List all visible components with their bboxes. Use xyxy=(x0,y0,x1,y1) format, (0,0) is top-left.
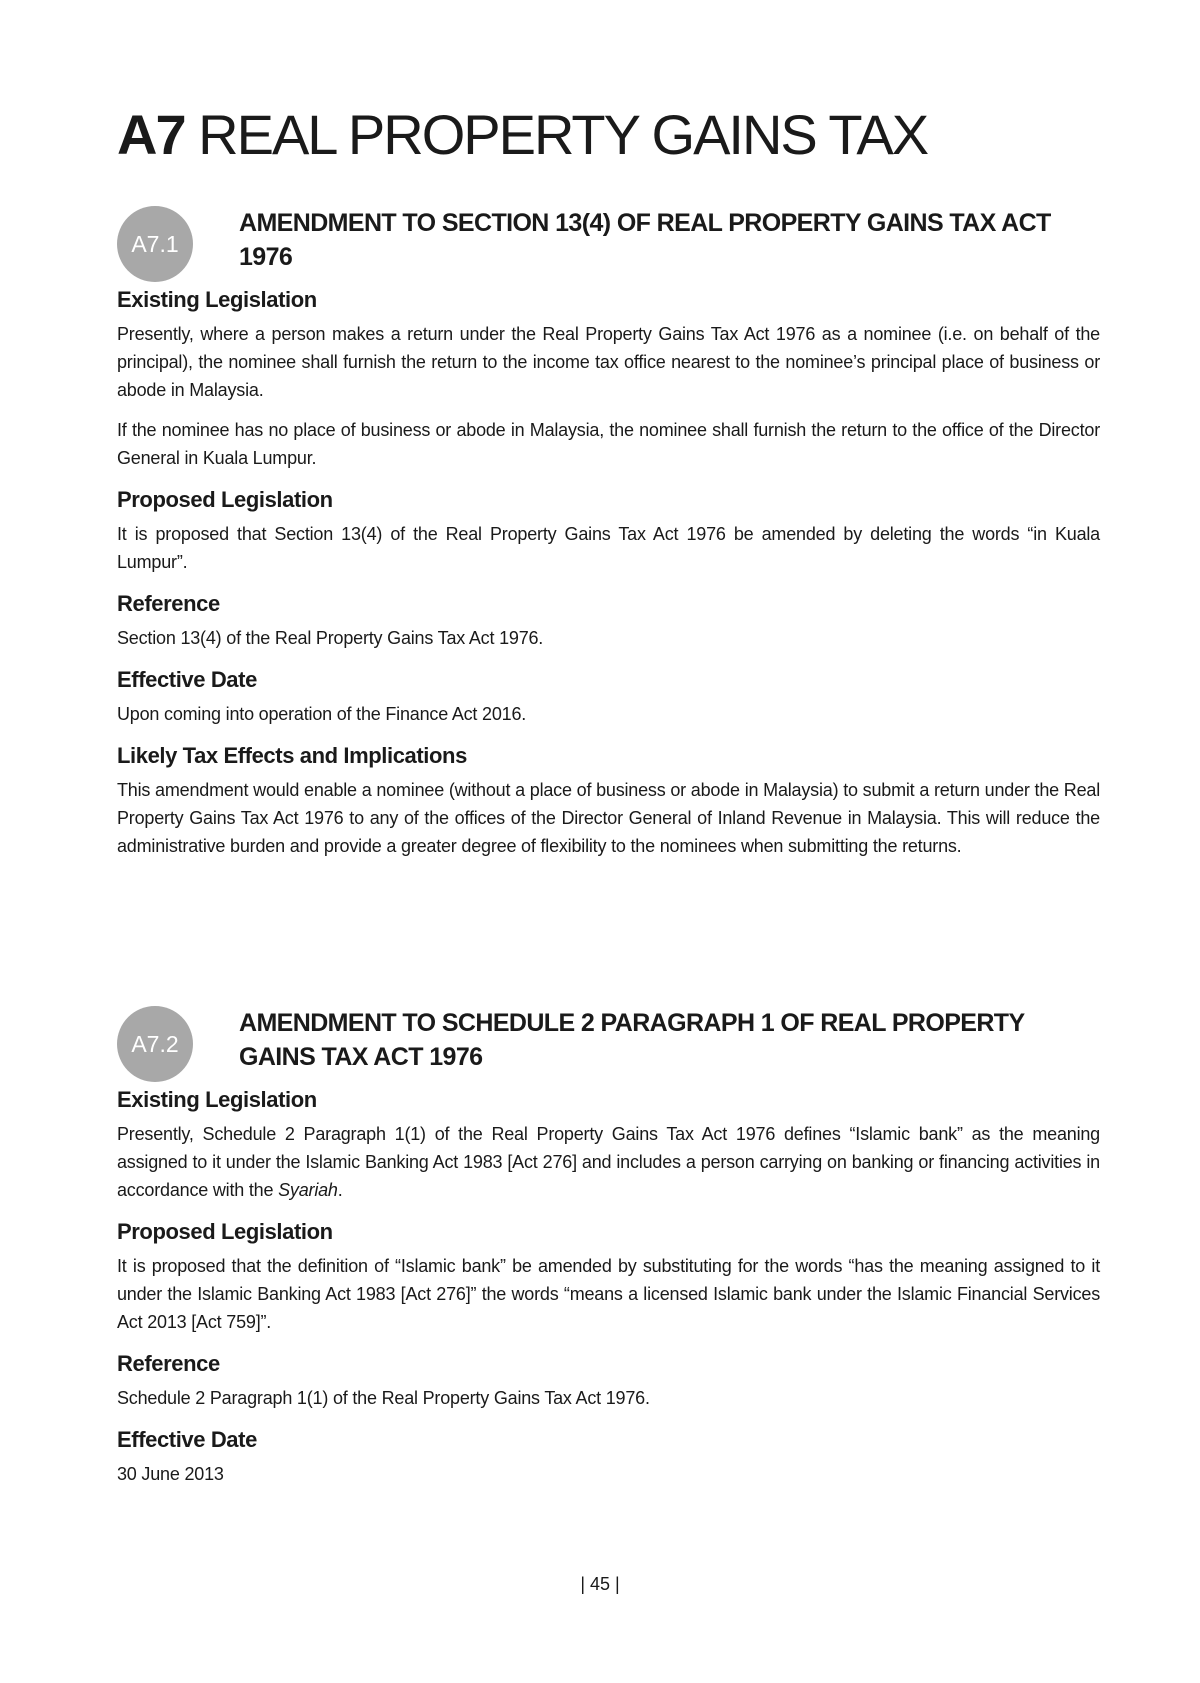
reference-heading: Reference xyxy=(117,1351,220,1376)
section-badge: A7.1 xyxy=(117,206,193,282)
reference-paragraph: Section 13(4) of the Real Property Gains Tax Act 1976. xyxy=(117,628,544,648)
proposed-legislation-heading: Proposed Legislation xyxy=(117,487,333,512)
reference-paragraph: Schedule 2 Paragraph 1(1) of the Real Property Gains Tax Act 1976. xyxy=(117,1388,650,1408)
existing-legislation-paragraph: If the nominee has no place of business or abode in Malaysia, the nominee shall furnish the return to the office of the Director General in Kuala Lumpur. xyxy=(117,420,1100,468)
section-badge: A7.2 xyxy=(117,1006,193,1082)
section-title: AMENDMENT TO SCHEDULE 2 PARAGRAPH 1 OF REAL PROPERTY GAINS TAX ACT 1976 xyxy=(239,1009,1025,1071)
section-a7-2 xyxy=(117,1006,1100,1500)
chapter-code: A7 xyxy=(117,103,185,166)
proposed-legislation-heading: Proposed Legislation xyxy=(117,1219,333,1244)
effective-date-paragraph: 30 June 2013 xyxy=(117,1464,224,1484)
existing-legislation-heading: Existing Legislation xyxy=(117,287,317,312)
existing-legislation-paragraph: Presently, where a person makes a return under the Real Property Gains Tax Act 1976 as a nominee (i.e. on behalf of the principal), the nominee shall furnish the return to the income tax office nearest to the nominee’s principal place of business or abode in Malaysia. xyxy=(117,324,1100,400)
section-a7-1 xyxy=(117,206,1100,872)
existing-text-end: . xyxy=(337,1180,343,1200)
chapter-title xyxy=(117,100,927,170)
section-title: AMENDMENT TO SECTION 13(4) OF REAL PROPERTY GAINS TAX ACT 1976 xyxy=(239,209,1051,271)
syariah-term: Syariah xyxy=(278,1180,338,1200)
effective-date-heading: Effective Date xyxy=(117,1427,257,1452)
existing-legislation-heading: Existing Legislation xyxy=(117,1087,317,1112)
existing-text: Presently, Schedule 2 Paragraph 1(1) of the Real Property Gains Tax Act 1976 defines “Islamic bank” as the meaning assigned to it under the Islamic Banking Act 1983 [Act 276] and includes a person carrying on banking or financing activities in accordance with the xyxy=(117,1124,1100,1200)
effective-date-heading: Effective Date xyxy=(117,667,257,692)
section-header xyxy=(117,1006,1100,1086)
proposed-legislation-paragraph: It is proposed that Section 13(4) of the Real Property Gains Tax Act 1976 be amended by deleting the words “in Kuala Lumpur”. xyxy=(117,524,1100,572)
tax-effects-paragraph: This amendment would enable a nominee (without a place of business or abode in Malaysia) to submit a return under the Real Property Gains Tax Act 1976 to any of the offices of the Director General of Inland Revenue in Malaysia. This will reduce the administrative burden and provide a greater degree of flexibility to the nominees when submitting the returns. xyxy=(117,780,1100,856)
proposed-legislation-paragraph: It is proposed that the definition of “Islamic bank” be amended by substituting for the words “has the meaning assigned to it under the Islamic Banking Act 1983 [Act 276]” the words “means a licensed Islamic bank under the Islamic Financial Services Act 2013 [Act 759]”. xyxy=(117,1256,1100,1332)
section-header xyxy=(117,206,1100,286)
effective-date-paragraph: Upon coming into operation of the Finance Act 2016. xyxy=(117,704,527,724)
page-number: | 45 | xyxy=(580,1574,620,1594)
chapter-name: REAL PROPERTY GAINS TAX xyxy=(198,103,928,166)
reference-heading: Reference xyxy=(117,591,220,616)
tax-effects-heading: Likely Tax Effects and Implications xyxy=(117,743,467,768)
existing-legislation-paragraph xyxy=(117,1120,1100,1204)
